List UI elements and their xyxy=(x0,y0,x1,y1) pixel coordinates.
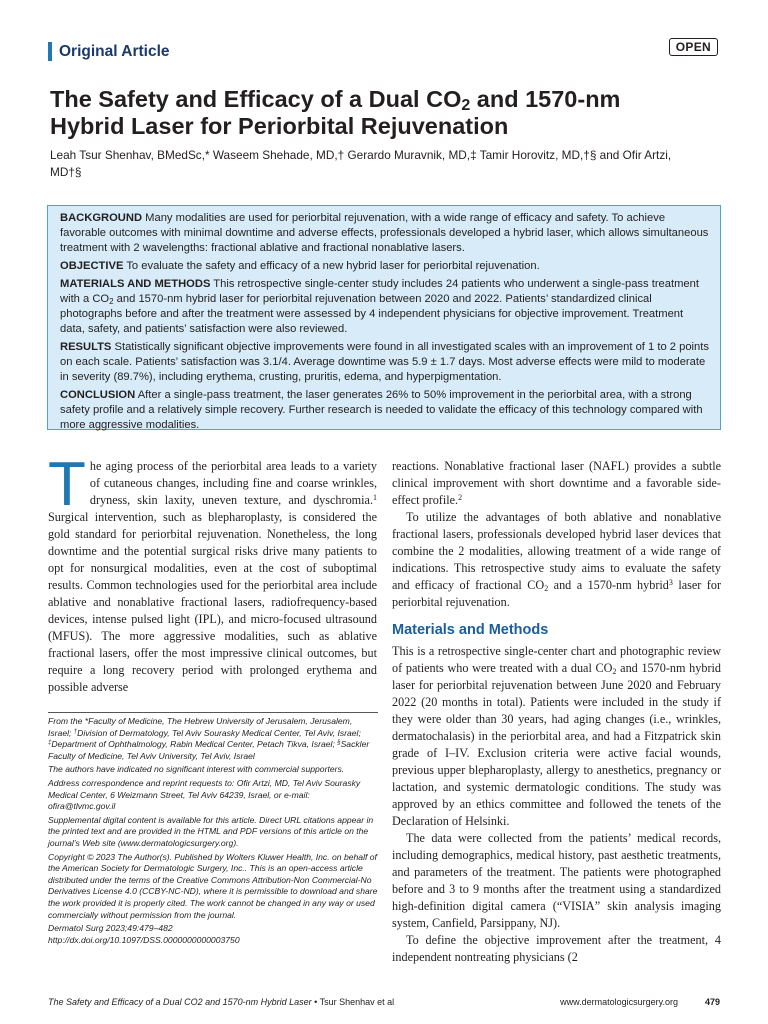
affiliation-mark-1: † xyxy=(73,728,78,735)
citation: Dermatol Surg 2023;49:479–482 xyxy=(48,923,173,934)
affiliations xyxy=(48,716,378,762)
body-column-right xyxy=(392,458,721,966)
objective-label: OBJECTIVE xyxy=(60,260,124,272)
right-p2-text-c: laser for periorbital rejuvenation. xyxy=(392,578,722,609)
affiliation-b: Division of Dermatology, Tel Aviv Sourasky Medical Center, Tel Aviv, Israel; xyxy=(77,727,361,738)
methods-p1-text-b: and 1570-nm hybrid laser for periorbital rejuvenation between June 2020 and February 2022 (20 months in total). Patients were included in the study if they were older than 30 years, had aging changes (i.e., wrinkles, dermatochalasis) in the periorbital area, and had a Fitzpatrick skin grade of I–IV. Exclusion criteria were active facial wounds, previous upper blepharoplasty, allergy to anesthetics, pregnancy or lactation, and systemic dermatologic conditions. The study was approved by an ethics committee and followed the tenets of the Declaration of Helsinki. xyxy=(392,661,721,828)
affiliation-a: From the *Faculty of Medicine, The Hebrew University of Jerusalem, Jerusalem, Israel; xyxy=(48,716,353,738)
right-p2-text-a: To utilize the advantages of both ablative and nonablative fractional lasers, professionals developed hybrid laser devices that combine the 2 modalities, allowing treatment of a wide range of indications. This retrospective study aims to evaluate the safety and efficacy of fractional CO xyxy=(392,510,721,592)
section-label: Original Article xyxy=(48,42,170,61)
intro-text-b: Surgical intervention, such as blepharoplasty, is considered the gold standard for periorbital rejuvenation. Nonetheless, the long downtime and the potential surgical risks drive many patients to opt for nonsurgical modalities, even at the cost of suboptimal results. Common technologies used for the periorbital area include ablative and nonablative fractional lasers, radiofrequency-based devices, intense pulsed light (IPL), and micro-focused ultrasound (MFUS). The more aggressive modalities, such as ablative fractional lasers, offer the most impressive clinical outcomes, but require a long recovery period with prolonged erythema and possible adverse xyxy=(48,510,377,694)
doi-link[interactable]: http://dx.doi.org/10.1097/DSS.0000000000003750 xyxy=(48,934,240,945)
intro-paragraph xyxy=(48,450,377,696)
conclusion-label: CONCLUSION xyxy=(60,389,136,401)
abstract-methods xyxy=(60,277,710,337)
methods-p1-subscript: 2 xyxy=(612,667,617,676)
methods-label: MATERIALS AND METHODS xyxy=(60,278,211,290)
title-line1-pre: The Safety and Efficacy of a Dual CO xyxy=(50,86,462,112)
supplemental-note: Supplemental digital content is available for this article. Direct URL citations appear in the printed text and are provided in the HTML and PDF versions of this article on the journal’s Web site (www.dermatologicsurgery.org). xyxy=(48,814,374,848)
right-p2-text-b: and a 1570-nm hybrid xyxy=(548,578,669,592)
intro-text-a: he aging process of the periorbital area leads to a variety of cutaneous changes, including fine and coarse wrinkles, dryness, skin laxity, uneven texture, and dyschromia. xyxy=(89,459,377,507)
methods-paragraph-3: To define the objective improvement after the treatment, 4 independent nontreating physicians (2 xyxy=(392,933,721,964)
page-number: 479 xyxy=(704,997,720,1007)
title-line1-post: and 1570-nm xyxy=(470,86,621,112)
affiliation-mark-2: ‡ xyxy=(48,740,52,747)
background-text: Many modalities are used for periorbital rejuvenation, with a wide range of efficacy and safety. To achieve favorable outcomes with minimal downtime and adverse effects, professionals developed a hybrid laser, which allows simultaneous treatment with 2 wavelengths: fractional ablative and fractional nonablative lasers. xyxy=(60,212,709,254)
footer-bullet: • xyxy=(311,997,320,1007)
drop-cap: T xyxy=(48,450,86,519)
copyright-notice: Copyright © 2023 The Author(s). Published by Wolters Kluwer Health, Inc. on behalf of the American Society for Dermatologic Surgery, Inc.. This is an open-access article distributed under the terms of the Creative Commons Attribution-Non Commercial-No Derivatives License 4.0 (CCBY-NC-ND), where it is permissible to download and share the work provided it is properly cited. The work cannot be changed in any way or used commercially without permission from the journal. xyxy=(48,851,378,920)
conclusion-text: After a single-pass treatment, the laser generates 26% to 50% improvement in the periorbital area, with a strong safety profile and a relatively simple recovery. Further research is needed to validate the efficacy of this technology compared with more aggressive modalities. xyxy=(60,389,703,431)
background-label: BACKGROUND xyxy=(60,212,143,224)
running-author: Tsur Shenhav et al xyxy=(319,997,395,1007)
right-p1-text: reactions. Nonablative fractional laser (NAFL) provides a subtle clinical improvement with short downtime and a favorable side-effect profile. xyxy=(392,459,721,507)
right-p2-subscript: 2 xyxy=(544,584,549,593)
footnotes xyxy=(48,712,378,946)
results-label: RESULTS xyxy=(60,341,112,353)
ref-1[interactable]: 1 xyxy=(373,493,377,502)
title-subscript: 2 xyxy=(461,97,471,114)
body-column-left xyxy=(48,450,377,696)
methods-p1-text-a: This is a retrospective single-center chart and photographic review of patients who were treated with a dual CO xyxy=(392,644,721,675)
affiliation-mark-3: § xyxy=(337,740,341,747)
running-head xyxy=(48,997,394,1007)
methods-paragraph-2: The data were collected from the patients’ medical records, including demographics, medical history, past aesthetic treatments, and parameters of the treatment. The patients were photographed before and 3 to 9 months after the treatment using a standardized high-definition digital camera (“VISIA” skin analysis imaging system, Canfield, Parsippany, NJ). xyxy=(392,831,721,930)
abstract-conclusion xyxy=(60,388,710,433)
methods-text-b: and 1570-nm hybrid laser for periorbital rejuvenation between 2020 and 2022. Patients’ standardized clinical photographs before and after the treatment were assessed by 4 independent physicians for objective improvement. Treatment data, safety, and patients’ satisfaction were also reviewed. xyxy=(60,293,684,335)
abstract-background xyxy=(60,211,710,256)
ref-3[interactable]: 3 xyxy=(668,578,673,587)
correspondence: Address correspondence and reprint requests to: Ofir Artzi, MD, Tel Aviv Sourasky Medical Center, 6 Weizmann Street, Tel Aviv 64239, Israel, or e-mail: ofira@tlvmc.gov.il xyxy=(48,777,361,812)
article-title xyxy=(50,86,730,140)
methods-heading: Materials and Methods xyxy=(392,622,549,638)
right-paragraph-1 xyxy=(392,458,721,509)
results-text: Statistically significant objective improvements were found in all investigated scales with an improvement of 1 to 2 points on each scale. Patients’ satisfaction was 3.1/4. Average downtime was 5.9 ± 1.7 days. Most adverse effects were mild to moderate in severity (89.7%), including erythema, crusting, pruritis, edema, and hyperpigmentation. xyxy=(60,341,709,383)
methods-text-a: This retrospective single-center study includes 24 patients who underwent a single-pass treatment with a CO xyxy=(60,278,699,305)
methods-subscript: 2 xyxy=(109,297,114,306)
abstract-box xyxy=(47,205,721,430)
methods-paragraph-1 xyxy=(392,643,721,830)
objective-text: To evaluate the safety and efficacy of a new hybrid laser for periorbital rejuvenation. xyxy=(123,260,540,272)
open-access-badge: OPEN xyxy=(669,38,718,56)
journal-website[interactable]: www.dermatologicsurgery.org xyxy=(560,997,678,1007)
right-paragraph-2 xyxy=(392,509,721,611)
abstract-objective xyxy=(60,259,710,274)
title-line2: Hybrid Laser for Periorbital Rejuvenation xyxy=(50,113,509,139)
author-list: Leah Tsur Shenhav, BMedSc,* Waseem Shehade, MD,† Gerardo Muravnik, MD,‡ Tamir Horovitz, MD,†§ and Ofir Artzi, MD†§ xyxy=(50,148,672,179)
running-title: The Safety and Efficacy of a Dual CO2 and 1570-nm Hybrid Laser xyxy=(48,997,312,1007)
affiliation-d: Sackler Faculty of Medicine, Tel Aviv University, Tel Aviv, Israel xyxy=(48,739,370,761)
ref-2[interactable]: 2 xyxy=(458,493,463,502)
affiliation-c: Department of Ophthalmology, Rabin Medical Center, Petach Tikva, Israel; xyxy=(51,739,338,750)
abstract-results xyxy=(60,340,710,385)
conflict-statement: The authors have indicated no significant interest with commercial supporters. xyxy=(48,764,345,775)
